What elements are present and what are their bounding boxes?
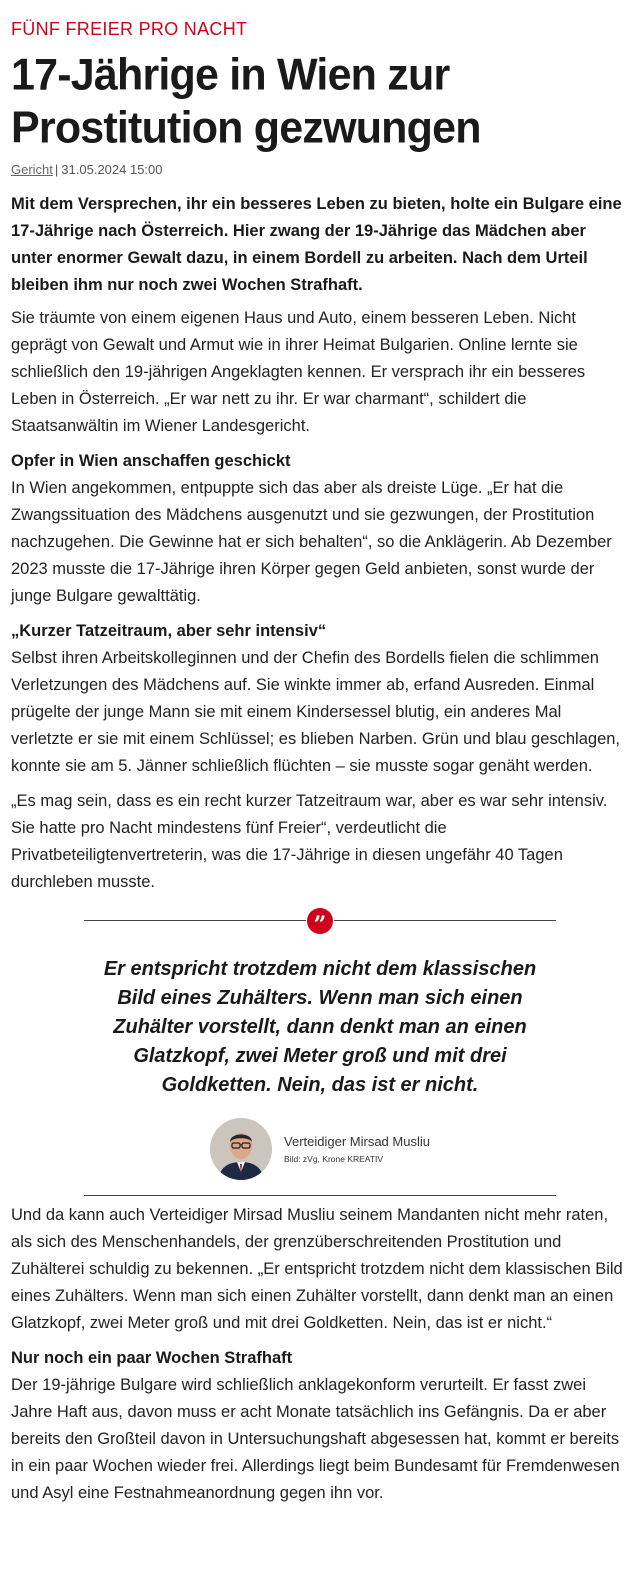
author-info <box>284 1133 430 1165</box>
quote-author <box>84 1118 556 1180</box>
paragraph-2: In Wien angekommen, entpuppte sich das aber als dreiste Lüge. „Er hat die Zwangssituation des Mädchens ausgenutzt und sie gezwungen, der Prostitution nachzugehen. Die Gewinne hat er sich behalten“, so die Anklägerin. Ab Dezember 2023 musste die 17-Jährige ihren Körper gegen Geld anbieten, sonst wurde der junge Bulgare gewalttätig. <box>11 479 612 605</box>
paragraph-5: Und da kann auch Verteidiger Mirsad Musliu seinem Mandanten nicht mehr raten, als sich des Menschenhandels, der grenzüberschreitenden Prostitution und Zuhälterei schuldig zu bekennen. „Er entspricht trotzdem nicht dem klassischen Bild eines Zuhälters. Wenn man sich einen Zuhälter vorstellt, dann denkt man an einen Glatzkopf, zwei Meter groß und mit drei Goldketten. Nein, das ist er nicht.“ <box>11 1206 623 1332</box>
author-avatar <box>210 1118 272 1180</box>
paragraph-1: Sie träumte von einem eigenen Haus und Auto, einem besseren Leben. Nicht geprägt von Gewalt und Armut wie in ihrer Heimat Bulgarien. Online lernte sie schließlich den 19-jährigen Angeklagten kennen. Er versprach ihr ein besseres Leben in Österreich. „Er war nett zu ihr. Er war charmant“, schildert die Staatsanwältin im Wiener Landesgericht. <box>11 309 586 435</box>
article-headline: 17-Jährige in Wien zur Prostitution gezwungen <box>11 50 481 153</box>
publish-date: 31.05.2024 15:00 <box>61 162 163 177</box>
article-lead: Mit dem Versprechen, ihr ein besseres Leben zu bieten, holte ein Bulgare eine 17-Jährige nach Österreich. Hier zwang der 19-Jährige das Mädchen aber unter enormer Gewalt dazu, in einem Bordell zu arbeiten. Nach dem Urteil bleiben ihm nur noch zwei Wochen Strafhaft. <box>11 195 622 294</box>
image-credit: Bild: zVg, Krone KREATIV <box>284 1154 384 1164</box>
author-name: Verteidiger Mirsad Musliu <box>284 1134 430 1149</box>
quote-text: Er entspricht trotzdem nicht dem klassischen Bild eines Zuhälters. Wenn man sich einen Zuhälter vorstellt, dann denkt man an einen Glatzkopf, zwei Meter groß und mit drei Goldketten. Nein, das ist er nicht. <box>103 958 537 1096</box>
article-kicker: FÜNF FREIER PRO NACHT <box>11 19 248 39</box>
category-link[interactable]: Gericht <box>11 162 53 177</box>
subheading-2: „Kurzer Tatzeitraum, aber sehr intensiv“ <box>11 622 327 640</box>
paragraph-6: Der 19-jährige Bulgare wird schließlich anklagekonform verurteilt. Er fasst zwei Jahre Haft aus, davon muss er acht Monate tatsächlich ins Gefängnis. Da er aber bereits den Großteil davon in Untersuchungshaft abgesessen hat, kommt er bereits in ein paar Wochen wieder frei. Allerdings liegt beim Bundesamt für Fremdenwesen und Asyl eine Festnahmeanordnung gegen ihn vor. <box>11 1376 620 1502</box>
quote-bottom-rule <box>84 1195 556 1196</box>
article-meta <box>11 162 628 178</box>
subheading-3: Nur noch ein paar Wochen Strafhaft <box>11 1349 293 1367</box>
quote-top-rule <box>84 912 556 938</box>
meta-separator: | <box>54 162 59 177</box>
subheading-1: Opfer in Wien anschaffen geschickt <box>11 452 291 470</box>
pull-quote <box>84 912 556 1196</box>
paragraph-4: „Es mag sein, dass es ein recht kurzer Tatzeitraum war, aber es war sehr intensiv. Sie hatte pro Nacht mindestens fünf Freier“, verdeutlicht die Privatbeteiligtenvertreterin, was die 17-Jährige in diesen ungefähr 40 Tagen durchleben musste. <box>11 792 608 891</box>
paragraph-3: Selbst ihren Arbeitskolleginnen und der Chefin des Bordells fielen die schlimmen Verletzungen des Mädchens auf. Sie winkte immer ab, erfand Ausreden. Einmal prügelte der junge Mann sie mit einem Kindersessel blutig, ein anderes Mal verletzte er sie mit einem Schlüssel; es blieben Narben. Grün und blau geschlagen, konnte sie am 5. Jänner schließlich flüchten – sie musste sogar genäht werden. <box>11 649 621 775</box>
quote-icon: ” <box>306 907 334 935</box>
